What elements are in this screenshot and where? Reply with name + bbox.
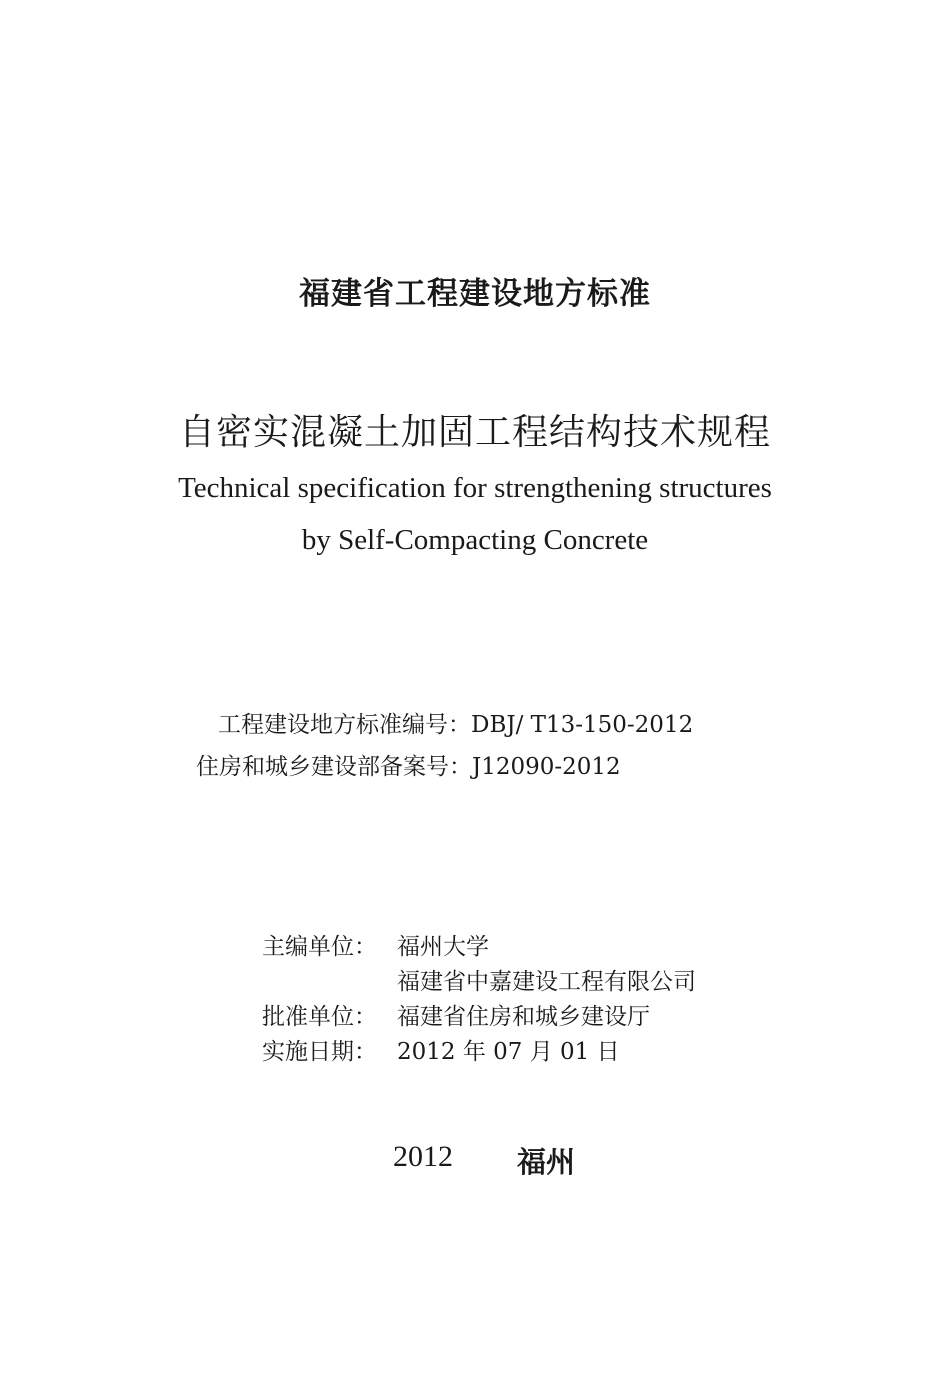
effective-date: 2012 年 07 月 01 日	[397, 1039, 620, 1065]
main-title: 自密实混凝土加固工程结构技术规程	[178, 412, 771, 453]
chief-editor-unit-1: 福州大学	[397, 934, 489, 960]
english-title-line-1: Technical specification for strengthening structures	[178, 472, 772, 504]
series-title: 福建省工程建设地方标准	[299, 276, 651, 312]
standard-code: 工程建设地方标准编号：DBJ/ T13-150-2012	[218, 712, 694, 738]
effective-date-label: 实施日期：	[262, 1039, 377, 1065]
chief-editor-label: 主编单位：	[262, 934, 377, 960]
footer-year: 2012	[393, 1140, 453, 1173]
english-title-line-2: by Self-Compacting Concrete	[301, 524, 649, 556]
filing-code: 住房和城乡建设部备案号：J12090-2012	[196, 754, 621, 780]
footer-city: 福州	[517, 1145, 576, 1179]
chief-editor-unit-2: 福建省中嘉建设工程有限公司	[397, 969, 696, 995]
approver-unit: 福建省住房和城乡建设厅	[397, 1004, 650, 1030]
approver-label: 批准单位：	[262, 1004, 377, 1030]
